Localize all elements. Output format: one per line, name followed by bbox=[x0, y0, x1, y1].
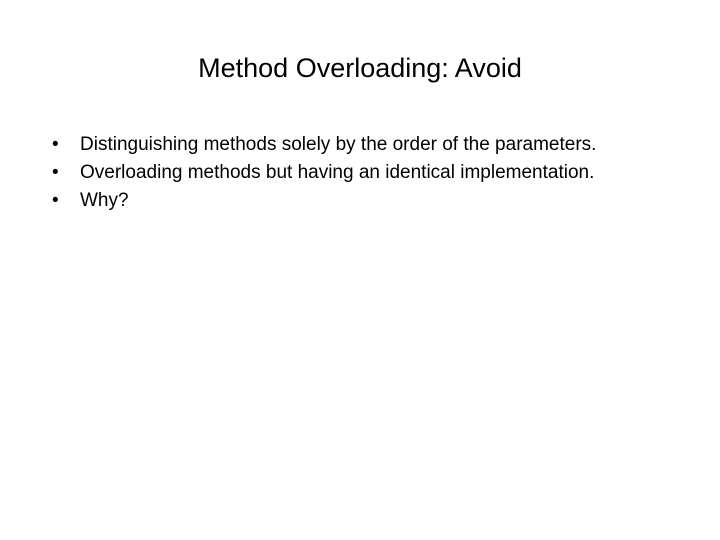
bullet-item bbox=[52, 159, 712, 187]
bullet-item bbox=[52, 131, 712, 159]
bullet-text: Distinguishing methods solely by the order of the parameters. bbox=[80, 134, 597, 155]
bullet-icon: • bbox=[52, 162, 59, 183]
bullet-icon: • bbox=[52, 190, 59, 211]
bullet-text: Why? bbox=[80, 190, 129, 211]
bullet-list bbox=[52, 131, 712, 215]
bullet-text: Overloading methods but having an identical implementation. bbox=[80, 162, 595, 183]
bullet-item bbox=[52, 187, 712, 215]
slide-title: Method Overloading: Avoid bbox=[198, 53, 522, 83]
bullet-icon: • bbox=[52, 134, 59, 155]
